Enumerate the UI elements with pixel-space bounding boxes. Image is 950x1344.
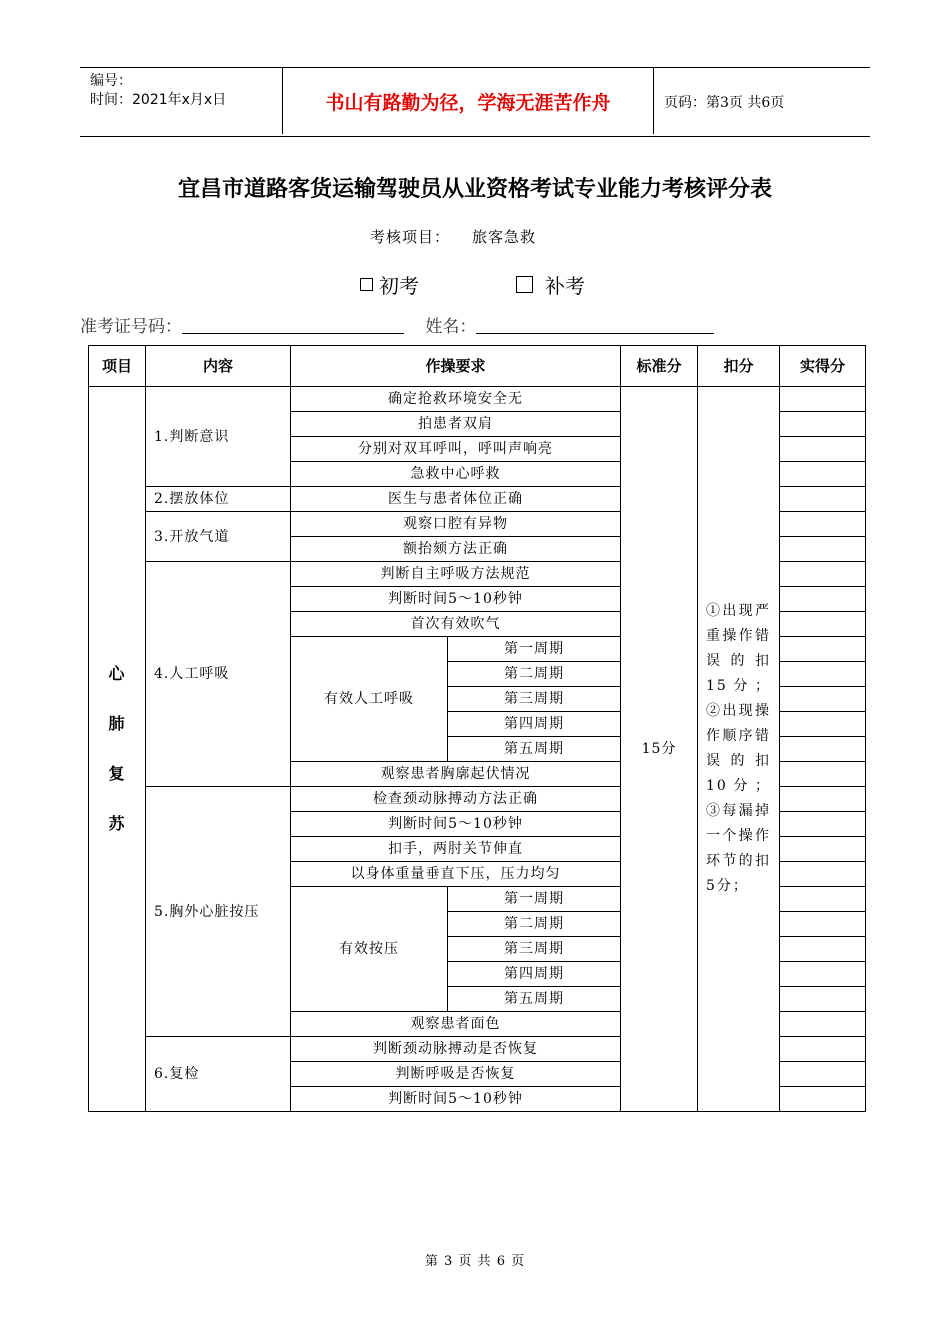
requirement-cell: 判断呼吸是否恢复 — [291, 1062, 621, 1087]
actual-score-cell[interactable] — [780, 762, 866, 787]
standard-score: 15分 — [621, 387, 698, 1112]
page-title: 宜昌市道路客货运输驾驶员从业资格考试专业能力考核评分表 — [177, 176, 772, 202]
header-motto: 书山有路勤为径，学海无涯苦作舟 — [282, 68, 654, 134]
cycle-cell: 第一周期 — [448, 637, 621, 662]
time-label: 时间：2021年x月x日 — [90, 92, 227, 108]
section-3: 3.开放气道 — [146, 512, 291, 562]
actual-score-cell[interactable] — [780, 712, 866, 737]
section-2: 2.摆放体位 — [146, 487, 291, 512]
first-exam-checkbox[interactable] — [360, 278, 373, 291]
header-item: 项目 — [89, 346, 146, 387]
section-6: 6.复检 — [146, 1037, 291, 1112]
id-number-field[interactable] — [182, 333, 404, 334]
requirement-cell: 观察口腔有异物 — [291, 512, 621, 537]
requirement-cell: 判断时间5～10秒钟 — [291, 1087, 621, 1112]
header-page-info: 页码：第3页 共6页 — [664, 95, 785, 111]
header-deduction: 扣分 — [698, 346, 780, 387]
actual-score-cell[interactable] — [780, 537, 866, 562]
candidate-info-line — [80, 312, 714, 337]
actual-score-cell[interactable] — [780, 787, 866, 812]
cycle-cell: 第五周期 — [448, 737, 621, 762]
scoring-table — [88, 345, 866, 1112]
actual-score-cell[interactable] — [780, 387, 866, 412]
first-exam-label: 初考 — [379, 274, 419, 298]
requirement-cell: 判断时间5～10秒钟 — [291, 587, 621, 612]
cycle-cell: 第五周期 — [448, 987, 621, 1012]
header-content: 内容 — [146, 346, 291, 387]
section-1: 1.判断意识 — [146, 387, 291, 487]
first-exam-option[interactable] — [360, 270, 419, 299]
document-header — [80, 67, 870, 137]
actual-score-cell[interactable] — [780, 462, 866, 487]
actual-score-cell[interactable] — [780, 887, 866, 912]
table-header-row — [89, 346, 866, 387]
actual-score-cell[interactable] — [780, 637, 866, 662]
makeup-exam-checkbox[interactable] — [516, 276, 533, 293]
actual-score-cell[interactable] — [780, 662, 866, 687]
section-4: 4.人工呼吸 — [146, 562, 291, 787]
requirement-cell: 判断时间5～10秒钟 — [291, 812, 621, 837]
actual-score-cell[interactable] — [780, 912, 866, 937]
cycle-cell: 第二周期 — [448, 912, 621, 937]
header-requirement: 作操要求 — [291, 346, 621, 387]
name-field[interactable] — [476, 333, 714, 334]
actual-score-cell[interactable] — [780, 812, 866, 837]
requirement-cell: 拍患者双肩 — [291, 412, 621, 437]
requirement-cell: 扣手，两肘关节伸直 — [291, 837, 621, 862]
actual-score-cell[interactable] — [780, 1012, 866, 1037]
actual-score-cell[interactable] — [780, 837, 866, 862]
actual-score-cell[interactable] — [780, 1037, 866, 1062]
subject-label: 考核项目： — [370, 228, 451, 246]
requirement-cell: 观察患者胸廓起伏情况 — [291, 762, 621, 787]
requirement-cell: 确定抢救环境安全无 — [291, 387, 621, 412]
requirement-cell: 首次有效吹气 — [291, 612, 621, 637]
cycle-cell: 第四周期 — [448, 962, 621, 987]
actual-score-cell[interactable] — [780, 512, 866, 537]
actual-score-cell[interactable] — [780, 862, 866, 887]
cycle-cell: 第三周期 — [448, 937, 621, 962]
cycle-cell: 第二周期 — [448, 662, 621, 687]
cycle-cell: 第四周期 — [448, 712, 621, 737]
actual-score-cell[interactable] — [780, 737, 866, 762]
requirement-group: 有效按压 — [291, 887, 448, 1012]
actual-score-cell[interactable] — [780, 412, 866, 437]
actual-score-cell[interactable] — [780, 937, 866, 962]
makeup-exam-label: 补考 — [545, 274, 585, 298]
requirement-cell: 检查颈动脉搏动方法正确 — [291, 787, 621, 812]
cycle-cell: 第三周期 — [448, 687, 621, 712]
deduction-rule: ①出现严重操作错误的扣15分；②出现操作顺序错误的扣10分；③每漏掉一个操作环节的扣5分； — [698, 387, 780, 1112]
actual-score-cell[interactable] — [780, 687, 866, 712]
actual-score-cell[interactable] — [780, 562, 866, 587]
requirement-cell: 医生与患者体位正确 — [291, 487, 621, 512]
actual-score-cell[interactable] — [780, 1087, 866, 1112]
subject-line — [370, 226, 536, 247]
makeup-exam-option[interactable] — [516, 270, 585, 299]
header-standard: 标准分 — [621, 346, 698, 387]
id-label: 准考证号码： — [80, 317, 182, 337]
number-label: 编号： — [90, 73, 132, 89]
actual-score-cell[interactable] — [780, 587, 866, 612]
header-actual: 实得分 — [780, 346, 866, 387]
actual-score-cell[interactable] — [780, 437, 866, 462]
actual-score-cell[interactable] — [780, 987, 866, 1012]
section-5: 5.胸外心脏按压 — [146, 787, 291, 1037]
requirement-cell: 分别对双耳呼叫，呼叫声响亮 — [291, 437, 621, 462]
actual-score-cell[interactable] — [780, 962, 866, 987]
category-cpr: 心 肺 复 苏 — [89, 387, 146, 1112]
name-label: 姓名： — [425, 317, 477, 337]
requirement-cell: 以身体重量垂直下压，压力均匀 — [291, 862, 621, 887]
requirement-cell: 观察患者面色 — [291, 1012, 621, 1037]
requirement-group: 有效人工呼吸 — [291, 637, 448, 762]
actual-score-cell[interactable] — [780, 612, 866, 637]
requirement-cell: 判断自主呼吸方法规范 — [291, 562, 621, 587]
subject-value: 旅客急救 — [472, 228, 537, 246]
header-meta — [90, 72, 226, 110]
page-footer: 第 3 页 共 6 页 — [424, 1254, 526, 1269]
requirement-cell: 额抬颏方法正确 — [291, 537, 621, 562]
table-row — [89, 387, 866, 412]
cycle-cell: 第一周期 — [448, 887, 621, 912]
actual-score-cell[interactable] — [780, 487, 866, 512]
requirement-cell: 急救中心呼救 — [291, 462, 621, 487]
actual-score-cell[interactable] — [780, 1062, 866, 1087]
requirement-cell: 判断颈动脉搏动是否恢复 — [291, 1037, 621, 1062]
